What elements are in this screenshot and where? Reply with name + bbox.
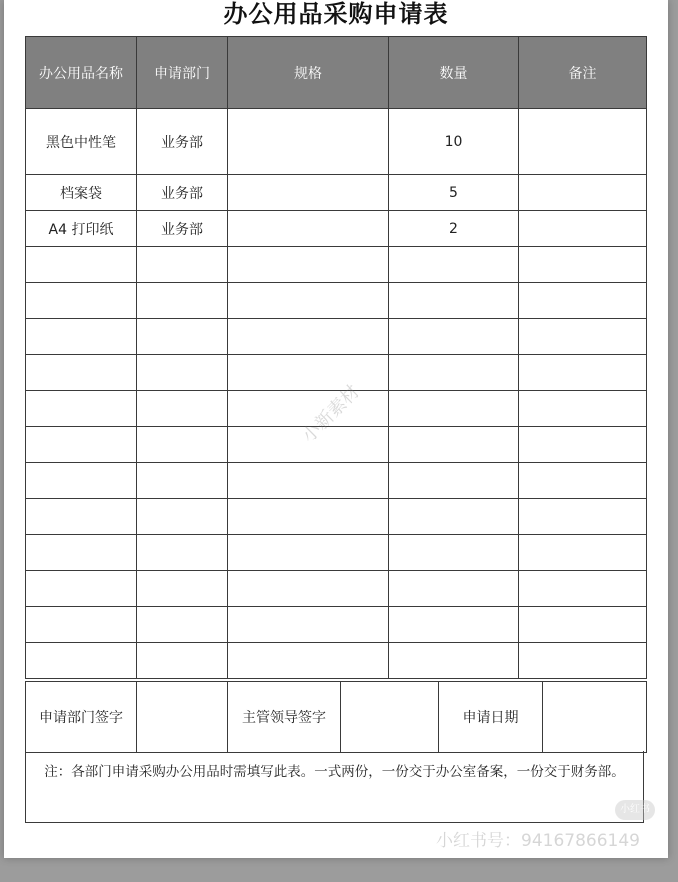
cell-item-name[interactable] (26, 283, 137, 319)
cell-item-name[interactable] (26, 535, 137, 571)
cell-item-name[interactable] (26, 607, 137, 643)
cell-item-name[interactable] (26, 319, 137, 355)
cell-quantity[interactable] (389, 535, 519, 571)
cell-remarks[interactable] (519, 499, 647, 535)
cell-department[interactable] (137, 247, 228, 283)
cell-item-name[interactable] (26, 571, 137, 607)
cell-department[interactable] (137, 499, 228, 535)
date-field[interactable] (543, 682, 647, 753)
table-row-empty (26, 463, 647, 499)
cell-item-name[interactable] (26, 427, 137, 463)
signature-row (26, 682, 647, 753)
cell-quantity[interactable] (389, 607, 519, 643)
col-header-remarks: 备注 (519, 37, 647, 109)
cell-item-name[interactable]: 档案袋 (26, 175, 137, 211)
table-row-empty (26, 607, 647, 643)
cell-remarks[interactable] (519, 211, 647, 247)
cell-department[interactable] (137, 463, 228, 499)
cell-item-name[interactable] (26, 499, 137, 535)
form-title: 办公用品采购申请表 (223, 0, 449, 28)
cell-department[interactable] (137, 571, 228, 607)
purchase-table (25, 36, 647, 679)
cell-spec[interactable] (228, 643, 389, 679)
cell-item-name[interactable] (26, 643, 137, 679)
cell-spec[interactable] (228, 283, 389, 319)
dept-sign-field[interactable] (137, 682, 228, 753)
cell-remarks[interactable] (519, 175, 647, 211)
table-row-empty (26, 319, 647, 355)
cell-quantity[interactable]: 2 (389, 211, 519, 247)
table-row-empty (26, 535, 647, 571)
cell-quantity[interactable] (389, 427, 519, 463)
cell-item-name[interactable]: A4 打印纸 (26, 211, 137, 247)
form-note: 注：各部门申请采购办公用品时需填写此表。一式两份，一份交于办公室备案，一份交于财务部。 (25, 751, 644, 823)
cell-department[interactable] (137, 427, 228, 463)
cell-remarks[interactable] (519, 283, 647, 319)
cell-remarks[interactable] (519, 571, 647, 607)
cell-spec[interactable] (228, 535, 389, 571)
table-row-empty (26, 355, 647, 391)
cell-spec[interactable] (228, 355, 389, 391)
cell-item-name[interactable]: 黑色中性笔 (26, 109, 137, 175)
cell-spec[interactable] (228, 607, 389, 643)
cell-quantity[interactable] (389, 283, 519, 319)
cell-quantity[interactable]: 5 (389, 175, 519, 211)
cell-remarks[interactable] (519, 607, 647, 643)
table-row-empty (26, 499, 647, 535)
cell-department[interactable]: 业务部 (137, 211, 228, 247)
cell-department[interactable] (137, 319, 228, 355)
leader-sign-field[interactable] (341, 682, 439, 753)
cell-item-name[interactable] (26, 463, 137, 499)
cell-remarks[interactable] (519, 109, 647, 175)
cell-department[interactable] (137, 607, 228, 643)
date-label: 申请日期 (439, 682, 543, 753)
cell-spec[interactable] (228, 463, 389, 499)
cell-quantity[interactable] (389, 247, 519, 283)
cell-department[interactable]: 业务部 (137, 175, 228, 211)
dept-sign-label: 申请部门签字 (26, 682, 137, 753)
cell-quantity[interactable] (389, 571, 519, 607)
table-row (26, 211, 647, 247)
cell-spec[interactable] (228, 211, 389, 247)
cell-remarks[interactable] (519, 391, 647, 427)
table-row (26, 175, 647, 211)
table-row-empty (26, 643, 647, 679)
table-row-empty (26, 247, 647, 283)
cell-spec[interactable] (228, 319, 389, 355)
cell-remarks[interactable] (519, 319, 647, 355)
cell-quantity[interactable] (389, 499, 519, 535)
table-row-empty (26, 283, 647, 319)
cell-department[interactable] (137, 283, 228, 319)
cell-item-name[interactable] (26, 355, 137, 391)
cell-item-name[interactable] (26, 391, 137, 427)
table-header-row (26, 37, 647, 109)
cell-department[interactable] (137, 535, 228, 571)
col-header-item-name: 办公用品名称 (26, 37, 137, 109)
cell-spec[interactable] (228, 175, 389, 211)
cell-spec[interactable] (228, 499, 389, 535)
cell-quantity[interactable] (389, 355, 519, 391)
table-row-empty (26, 427, 647, 463)
cell-remarks[interactable] (519, 247, 647, 283)
cell-spec[interactable] (228, 109, 389, 175)
cell-spec[interactable] (228, 571, 389, 607)
cell-remarks[interactable] (519, 427, 647, 463)
xiaohongshu-account: 小红书号：941678661​49 (436, 831, 640, 851)
cell-department[interactable] (137, 391, 228, 427)
col-header-department: 申请部门 (137, 37, 228, 109)
cell-remarks[interactable] (519, 355, 647, 391)
cell-remarks[interactable] (519, 535, 647, 571)
cell-remarks[interactable] (519, 643, 647, 679)
cell-quantity[interactable] (389, 643, 519, 679)
cell-quantity[interactable]: 10 (389, 109, 519, 175)
table-row-empty (26, 571, 647, 607)
table-row (26, 109, 647, 175)
cell-quantity[interactable] (389, 319, 519, 355)
col-header-quantity: 数量 (389, 37, 519, 109)
watermark-text: 小新素材 (298, 381, 364, 447)
cell-department[interactable] (137, 355, 228, 391)
form-page (4, 0, 668, 858)
col-header-spec: 规格 (228, 37, 389, 109)
cell-quantity[interactable] (389, 391, 519, 427)
signature-table (25, 681, 647, 753)
cell-quantity[interactable] (389, 463, 519, 499)
cell-item-name[interactable] (26, 247, 137, 283)
cell-department[interactable] (137, 643, 228, 679)
cell-spec[interactable] (228, 247, 389, 283)
cell-remarks[interactable] (519, 463, 647, 499)
cell-department[interactable]: 业务部 (137, 109, 228, 175)
xiaohongshu-logo: 小红书 (615, 800, 655, 820)
leader-sign-label: 主管领导签字 (228, 682, 341, 753)
